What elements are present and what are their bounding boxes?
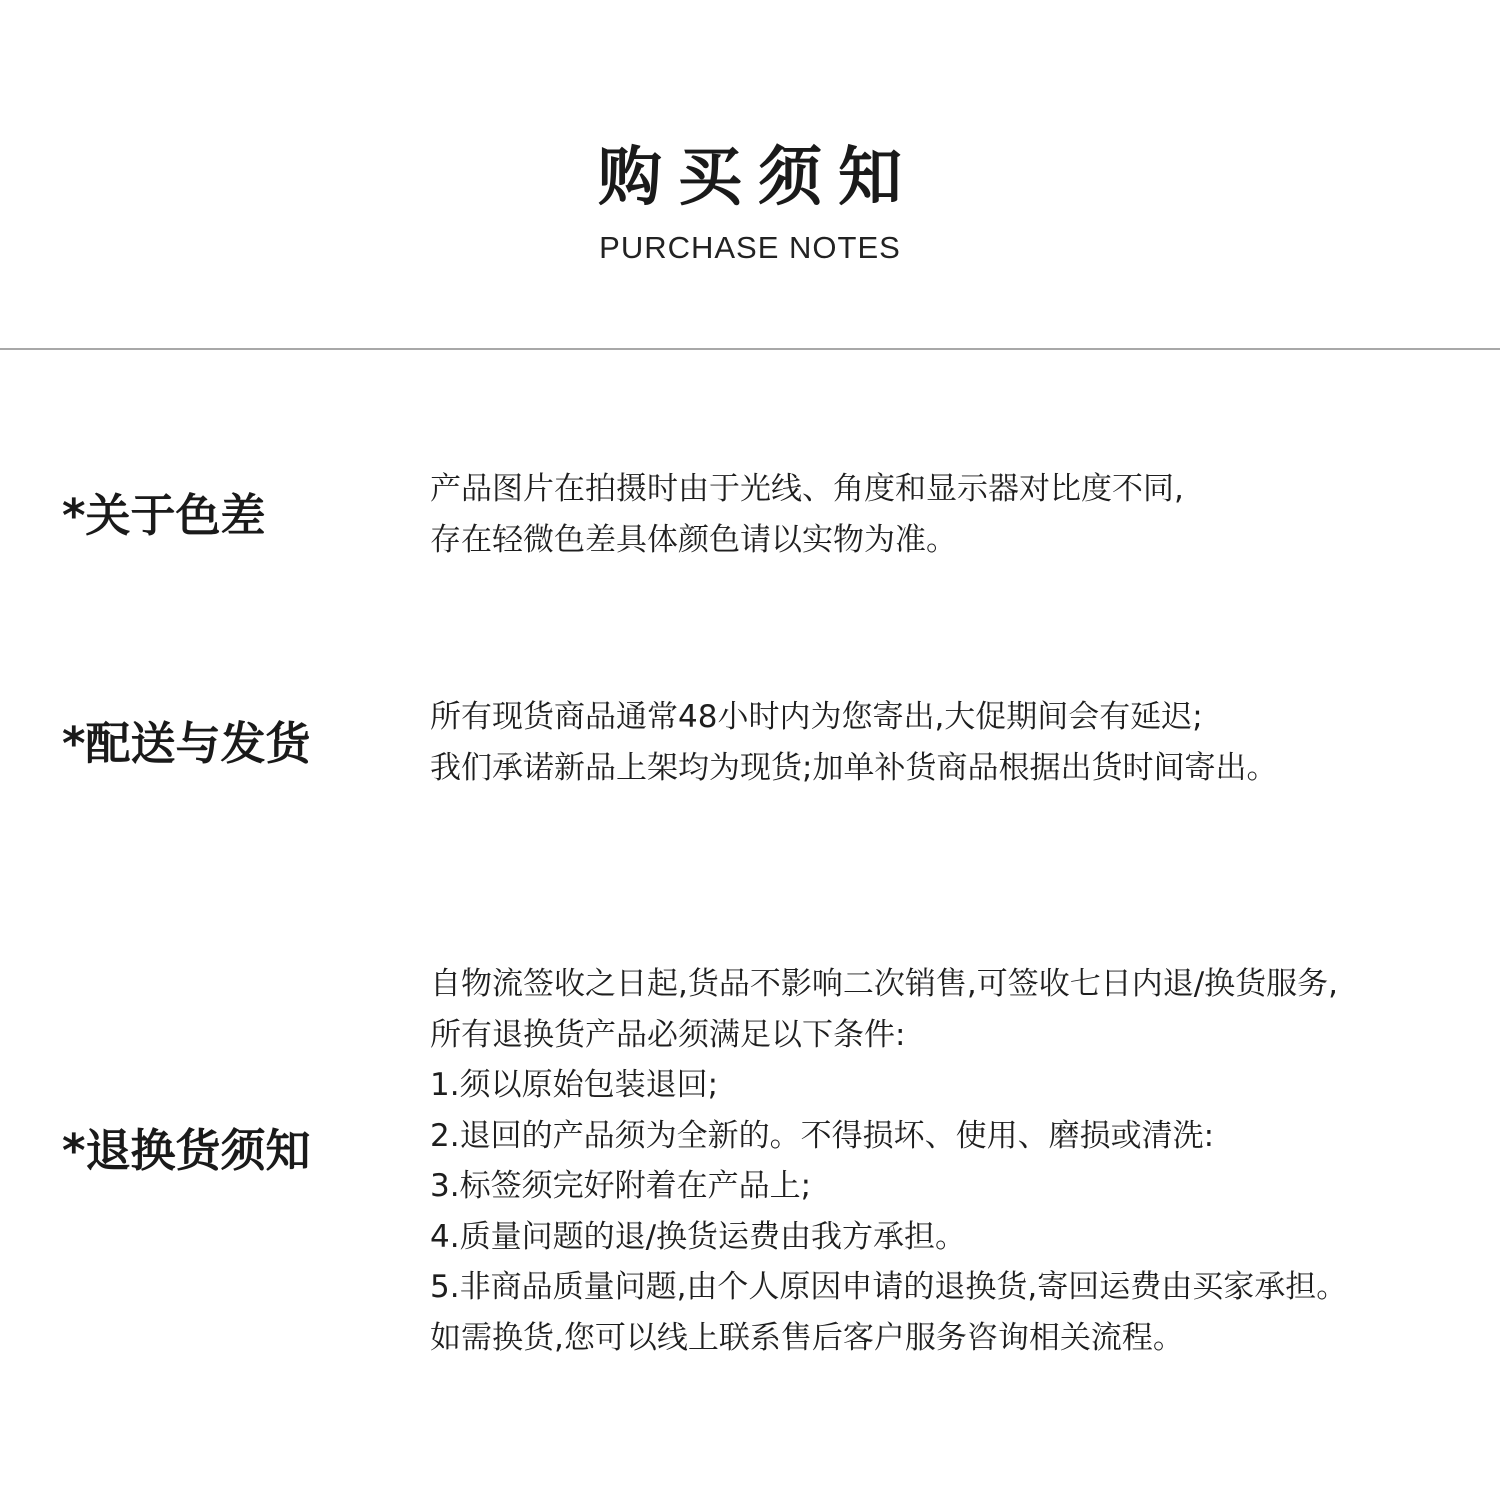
body-line: 自物流签收之日起,货品不影响二次销售,可签收七日内退/换货服务, (430, 966, 1339, 1002)
body-line: 4.质量问题的退/换货运费由我方承担。 (430, 1218, 967, 1255)
body-line: 2.退回的产品须为全新的。不得损坏、使用、磨损或清洗: (430, 1117, 1215, 1154)
body-line: 3.标签须完好附着在产品上; (430, 1168, 812, 1204)
body-line: 5.非商品质量问题,由个人原因申请的退换货,寄回运费由买家承担。 (430, 1269, 1348, 1305)
section-label: *退换货须知 (62, 1124, 311, 1177)
body-line: 如需换货,您可以线上联系售后客户服务咨询相关流程。 (430, 1319, 1184, 1356)
page-header (0, 0, 1500, 348)
body-line: 存在轻微色差具体颜色请以实物为准。 (430, 521, 957, 558)
section-body (430, 692, 1490, 793)
page-title: 购买须知 (598, 141, 918, 215)
section-label: *关于色差 (62, 489, 266, 542)
body-line: 所有退换货产品必须满足以下条件: (430, 1016, 906, 1053)
body-line: 所有现货商品通常48小时内为您寄出,大促期间会有延迟; (430, 699, 1203, 735)
section-body (430, 464, 1490, 565)
body-line: 产品图片在拍摄时由于光线、角度和显示器对比度不同, (430, 471, 1184, 507)
header-divider (0, 348, 1500, 350)
section-label: *配送与发货 (62, 717, 311, 770)
body-line: 1.须以原始包装退回; (430, 1067, 719, 1103)
page-subtitle: PURCHASE NOTES (599, 230, 901, 265)
section-body (430, 959, 1490, 1363)
body-line: 我们承诺新品上架均为现货;加单补货商品根据出货时间寄出。 (430, 749, 1278, 786)
